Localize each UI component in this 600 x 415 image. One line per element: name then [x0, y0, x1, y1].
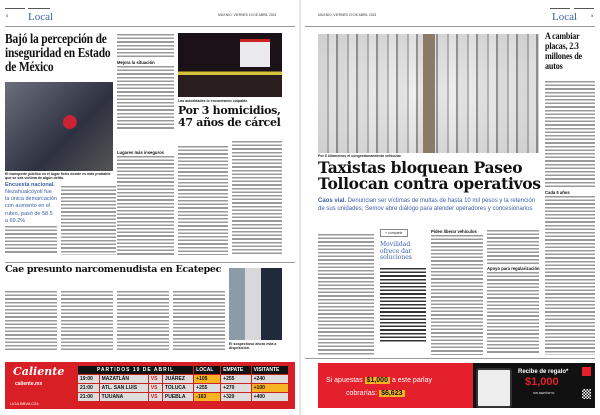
gift-title: Recibe de regalo*: [518, 369, 569, 375]
away-team: JUÁREZ: [162, 375, 193, 384]
lede-kicker: Caos vial.: [318, 198, 347, 204]
article-body: [117, 33, 174, 59]
odds-away: +240: [251, 375, 288, 384]
home-team: ATL. SAN LUIS: [99, 384, 148, 393]
article-body: [178, 145, 228, 255]
page-date: MILENIO, VIERNES 19 DE ABRIL 2024: [318, 13, 377, 17]
box-body: [380, 267, 426, 342]
subhead: Cada 5 años: [545, 190, 570, 195]
article-body: [117, 65, 174, 129]
article-body: [117, 290, 169, 350]
odds-draw: +270: [221, 384, 251, 393]
time: 21:00: [78, 393, 100, 402]
home-team: MAZATLÁN: [99, 375, 148, 384]
parlay-ad[interactable]: [318, 363, 595, 408]
headline: Cae presunto narcomenudista en Ecatepec: [5, 264, 222, 275]
article-body: [5, 225, 57, 255]
article-body: [117, 155, 174, 255]
page-date: MILENIO, VIERNES 19 DE ABRIL 2024: [218, 13, 277, 17]
article-body: [232, 140, 282, 255]
divider: [5, 26, 295, 27]
phone-mockup: [476, 368, 512, 408]
page-gutter: [299, 0, 301, 415]
odds-title: PARTIDOS 19 DE ABRIL: [78, 366, 194, 375]
arrest-photo: [229, 268, 282, 340]
gift-note: SIN DEPÓSITO: [533, 391, 555, 395]
headline: Taxistas bloquean Paseo Tollocan contra operativos: [318, 158, 541, 194]
ad-text: Si apuestas: [326, 377, 363, 384]
ambulance-photo: [178, 33, 282, 97]
odds-local: +255: [194, 384, 221, 393]
match-row: [78, 393, 289, 402]
odds-local: -163: [194, 393, 221, 402]
odds-draw: +255: [221, 375, 251, 384]
article-body: [318, 233, 374, 355]
divider: [305, 358, 595, 359]
ad-text: cobrarías:: [346, 390, 378, 397]
lede: [318, 198, 540, 213]
ad-brand: Caliente: [13, 365, 65, 378]
away-team: TOLUCA: [162, 384, 193, 393]
ad-site: caliente.mx: [15, 381, 43, 387]
lede-text: Nezahualcóyotl fue la única demarcación con aumento en el rubro, pasó de 58.5 a 69.2%: [5, 189, 57, 224]
page-number: 5: [591, 13, 594, 18]
article-body: [173, 290, 225, 350]
photo-caption: Por 6 kilómetros el congestionamiento vehicular.: [318, 154, 402, 158]
subhead: Piden liberar vehículos: [431, 229, 477, 234]
article-body: [545, 195, 595, 355]
traffic-photo: [318, 34, 539, 153]
subhead: Mejora la situación: [117, 60, 155, 65]
gift-amount: $1,000: [525, 376, 559, 388]
lede-kicker: Encuesta nacional.: [5, 182, 55, 188]
odds-local: +105: [194, 375, 221, 384]
divider: [574, 8, 594, 9]
time: 19:00: [78, 375, 100, 384]
sidebar-headline: A cambiar placas, 2.3 millones de autos: [545, 32, 582, 72]
divider: [5, 262, 295, 263]
vs: VS: [148, 384, 162, 393]
section-label: Local: [552, 11, 578, 23]
lede-text: Denuncian ser víctimas de multas de hasta 10 mil pesos y la retención de sus unidades; Semov abre diálogo para atender operadores y concesionarios: [318, 198, 536, 212]
match-row: [78, 384, 289, 393]
ad-league: LIGA BBVA C24: [10, 401, 39, 406]
divider: [5, 8, 25, 9]
ambulance: [240, 39, 270, 67]
article-body: [487, 229, 539, 265]
odds-away: +400: [251, 393, 288, 402]
median: [423, 34, 435, 153]
caliente-ad[interactable]: [5, 362, 295, 409]
col-header: LOCAL: [194, 366, 221, 375]
qr-code-icon: [582, 389, 591, 399]
odds-draw: +320: [221, 393, 251, 402]
photo-caption: El sospechoso ahora está a disposición.: [229, 342, 277, 350]
photo-caption: Las autoridades lo encontraron culpable.: [178, 99, 249, 103]
ad-text: a este parlay: [391, 377, 433, 384]
subhead: Apoyo para regularización: [487, 266, 540, 271]
ad-amount: $1,000: [366, 377, 388, 384]
page-number: 4: [6, 13, 9, 18]
match-row: [78, 375, 289, 384]
vs: VS: [148, 375, 162, 384]
article-body: [545, 80, 595, 188]
headline: Bajó la percepción de inseguridad en Estado de México: [5, 31, 111, 75]
odds-away: +100: [251, 384, 288, 393]
subhead: Lugares más inseguros: [117, 150, 165, 155]
divider: [305, 26, 595, 27]
ad-line-1: [326, 377, 432, 384]
article-body: [431, 234, 483, 355]
box-heading: Movilidad ofrece dar soluciones: [380, 241, 412, 262]
article-body: [61, 185, 116, 255]
lede: [5, 182, 57, 225]
caliente-logo-icon: [582, 367, 591, 376]
ad-line-2: [346, 390, 405, 397]
ad-amount: $6,623: [381, 390, 403, 397]
photo-caption: El transporte público es el lugar ficho donde es más probable que se sea víctima de algún delito.: [5, 172, 111, 180]
article-body: [61, 290, 113, 350]
headline: Por 3 homicidios, 47 años de cárcel: [178, 104, 281, 129]
divider: [550, 8, 570, 9]
home-team: TIJUANA: [99, 393, 148, 402]
col-header: EMPATE: [221, 366, 251, 375]
divider: [28, 8, 50, 9]
article-body: [487, 271, 539, 355]
vs: VS: [148, 393, 162, 402]
article-body: [5, 290, 57, 350]
col-header: VISITANTE: [251, 366, 288, 375]
odds-table: [77, 365, 289, 402]
section-label: Local: [28, 11, 54, 23]
time: 21:00: [78, 384, 100, 393]
away-team: PUEBLA: [162, 393, 193, 402]
bus-interior-photo: [5, 82, 113, 171]
share-button[interactable]: + compartir: [380, 229, 408, 237]
